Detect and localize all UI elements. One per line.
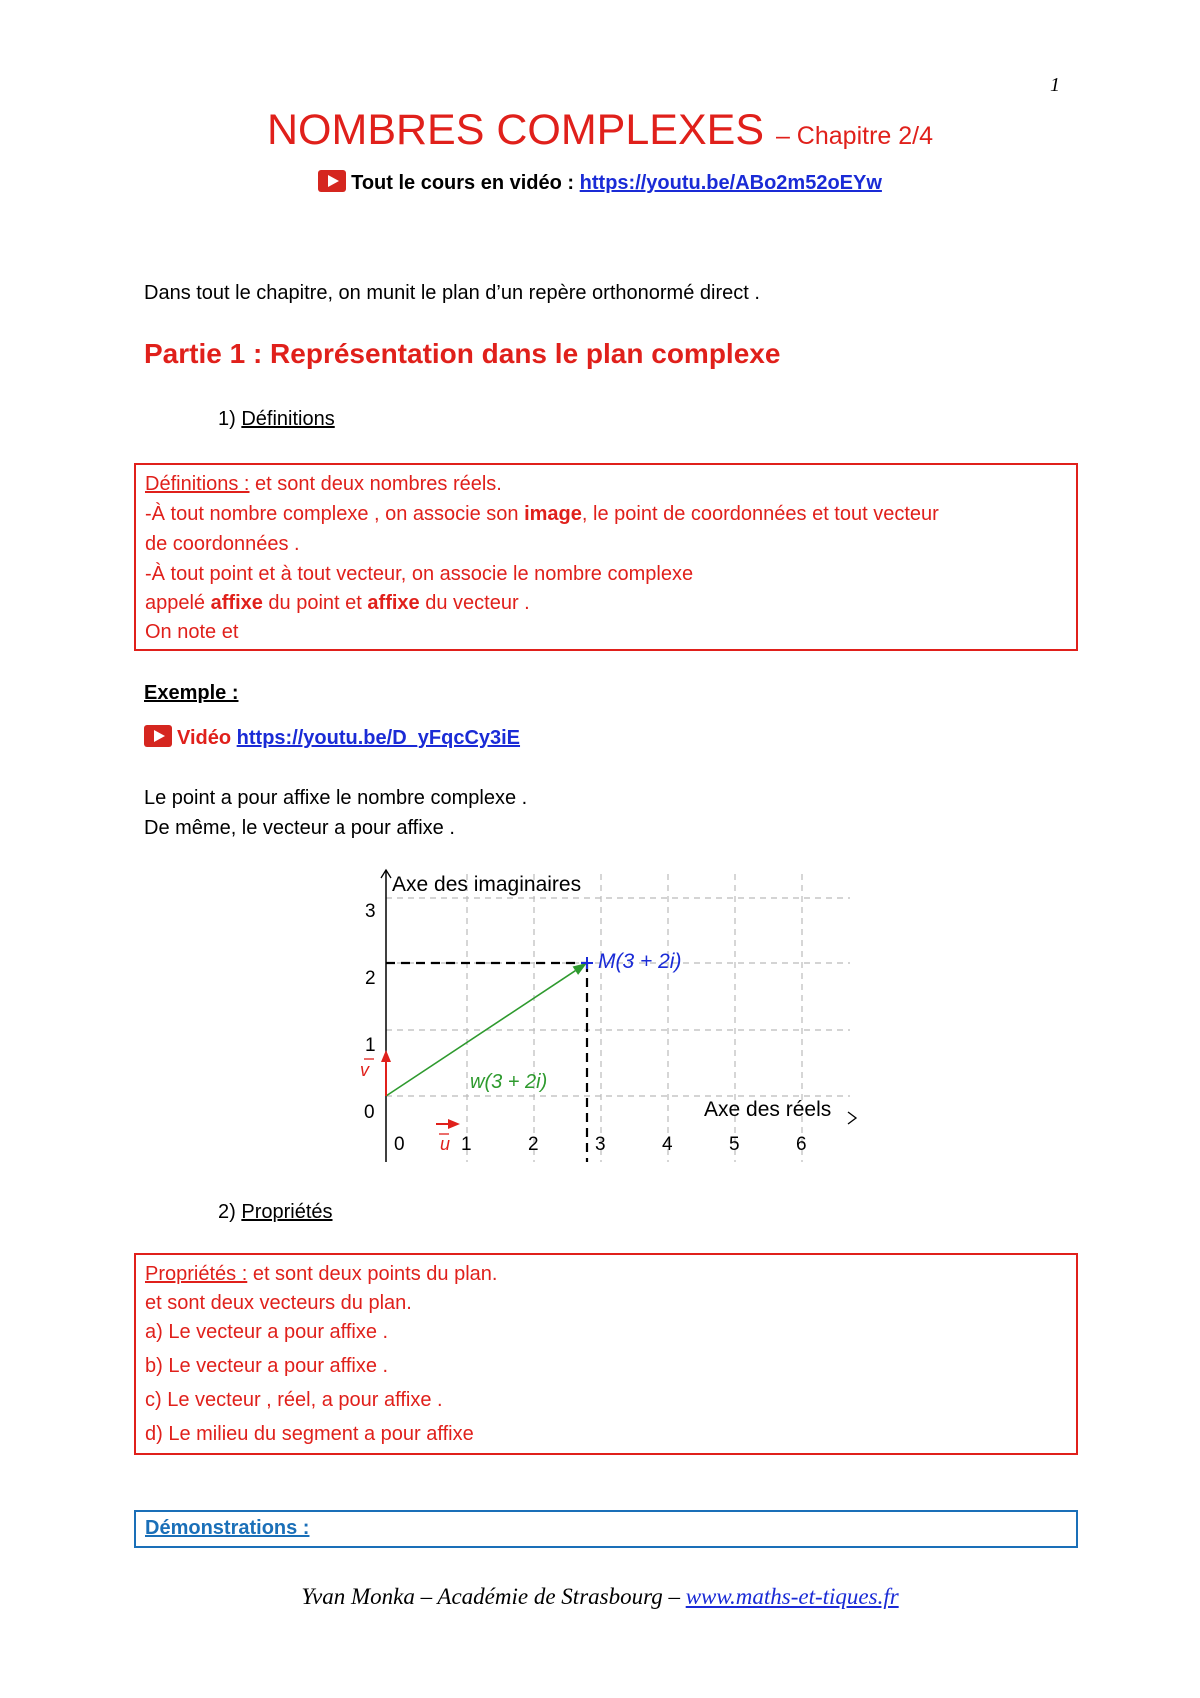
x-axis-label: Axe des réels xyxy=(704,1098,832,1121)
section2-num: 2) xyxy=(218,1201,236,1223)
definitions-line-1: et sont deux nombres réels. xyxy=(249,473,502,495)
section2-heading xyxy=(218,1201,333,1224)
page-number: 1 xyxy=(1050,74,1060,96)
footer-link[interactable]: www.maths-et-tiques.fr xyxy=(685,1584,899,1609)
property-a: a) Le vecteur a pour affixe . xyxy=(145,1321,389,1343)
y-tick-labels xyxy=(364,901,376,1123)
vector-v-label: v xyxy=(360,1060,369,1080)
youtube-play-icon[interactable] xyxy=(318,170,346,192)
definitions-image-term: image xyxy=(524,503,582,525)
video-course-link[interactable]: https://youtu.be/ABo2m52oEYw xyxy=(579,172,882,194)
properties-heading: Propriétés : xyxy=(145,1263,248,1285)
complex-plane-graph xyxy=(340,862,880,1172)
example-video-line xyxy=(144,725,520,750)
projection-lines xyxy=(386,963,587,1162)
y-tick-2: 2 xyxy=(365,968,376,989)
vector-u-label: u xyxy=(440,1134,451,1154)
y-tick-0: 0 xyxy=(364,1102,375,1123)
section2-title: Propriétés xyxy=(241,1201,333,1223)
example-line-2: De même, le vecteur a pour affixe . xyxy=(144,817,455,839)
x-tick-0: 0 xyxy=(394,1134,405,1155)
properties-line-2: et sont deux vecteurs du plan. xyxy=(145,1292,412,1314)
footer-text: Yvan Monka – Académie de Strasbourg – xyxy=(301,1584,686,1609)
footer xyxy=(0,1584,1200,1610)
property-b: b) Le vecteur a pour affixe . xyxy=(145,1355,389,1377)
video-course-line xyxy=(0,170,1200,195)
definitions-line-6: On note et xyxy=(145,621,239,643)
demonstrations-box xyxy=(134,1510,1078,1548)
definitions-line-5a: appelé xyxy=(145,592,211,614)
page-title xyxy=(0,106,1200,155)
definitions-box xyxy=(134,463,1078,651)
y-axis-label: Axe des imaginaires xyxy=(392,873,582,896)
x-tick-labels xyxy=(394,1134,807,1155)
properties-line-1: et sont deux points du plan. xyxy=(247,1263,498,1285)
properties-box xyxy=(134,1253,1078,1455)
property-c: c) Le vecteur , réel, a pour affixe . xyxy=(145,1389,443,1411)
property-d: d) Le milieu du segment a pour affixe xyxy=(145,1423,474,1445)
vector-u-arrowhead xyxy=(448,1119,460,1129)
x-tick-3: 3 xyxy=(595,1134,606,1155)
section1-heading xyxy=(218,408,335,431)
example-heading: Exemple : xyxy=(144,682,239,704)
youtube-play-icon[interactable] xyxy=(144,725,172,747)
point-m-label: M(3 + 2i) xyxy=(598,950,682,973)
definitions-line-5e: du vecteur . xyxy=(419,592,530,614)
definitions-heading: Définitions : xyxy=(145,473,250,495)
example-line-1: Le point a pour affixe le nombre complexe . xyxy=(144,787,528,809)
vector-w-arrowhead xyxy=(573,963,587,975)
x-axis-arrow xyxy=(848,1112,856,1124)
definitions-line-3: de coordonnées . xyxy=(145,533,300,555)
definitions-affixe-term-1: affixe xyxy=(210,592,263,614)
definitions-line-2c: , le point de coordonnées et tout vecteur xyxy=(581,503,939,525)
part1-title: Partie 1 : Représentation dans le plan complexe xyxy=(144,338,781,369)
demonstrations-heading: Démonstrations : xyxy=(145,1517,310,1539)
x-tick-1: 1 xyxy=(461,1134,472,1155)
y-tick-3: 3 xyxy=(365,901,376,922)
title-main: NOMBRES COMPLEXES xyxy=(267,106,764,154)
section1-title: Définitions xyxy=(241,408,335,430)
x-tick-5: 5 xyxy=(729,1134,740,1155)
vector-v-arrowhead xyxy=(381,1050,391,1062)
definitions-line-2a: -À tout nombre complexe , on associe son xyxy=(145,503,525,525)
definitions-affixe-term-2: affixe xyxy=(367,592,420,614)
definitions-line-5c: du point et xyxy=(262,592,368,614)
section1-num: 1) xyxy=(218,408,236,430)
x-tick-4: 4 xyxy=(662,1134,673,1155)
example-video-label: Vidéo xyxy=(177,727,232,749)
x-tick-6: 6 xyxy=(796,1134,807,1155)
example-video-link[interactable]: https://youtu.be/D_yFqcCy3iE xyxy=(236,727,521,749)
vector-w-label: w(3 + 2i) xyxy=(470,1071,548,1093)
y-tick-1: 1 xyxy=(365,1035,376,1056)
title-sub: – Chapitre 2/4 xyxy=(775,122,933,150)
definitions-line-4: -À tout point et à tout vecteur, on associe le nombre complexe xyxy=(145,563,694,585)
intro-text: Dans tout le chapitre, on munit le plan d’un repère orthonormé direct . xyxy=(144,282,760,304)
video-course-label: Tout le cours en vidéo : xyxy=(351,172,575,194)
x-tick-2: 2 xyxy=(528,1134,539,1155)
